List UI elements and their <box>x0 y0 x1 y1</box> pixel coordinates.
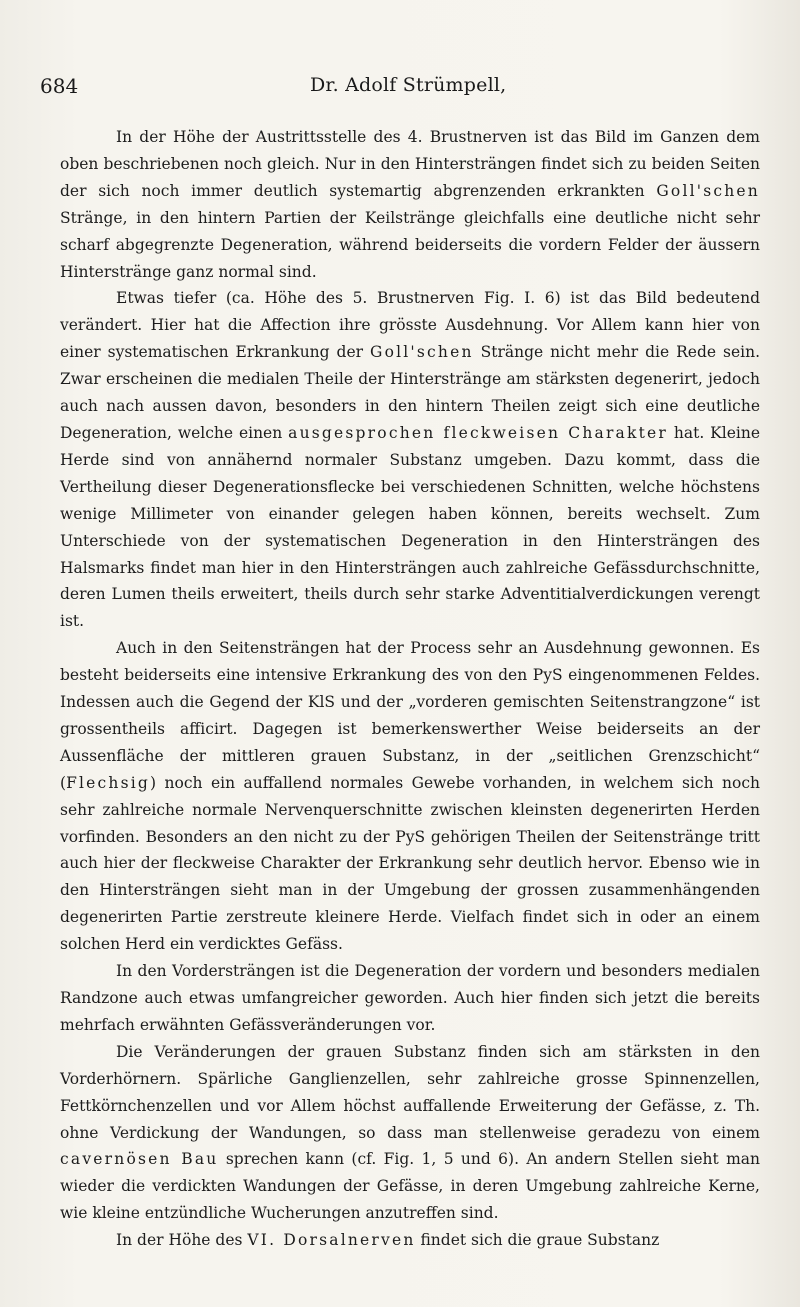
body-text <box>60 124 760 1254</box>
text-span: sprechen kann (cf. Fig. 1, 5 und 6). An andern Stellen sieht man wieder die verdickten Wandungen der Gefässe, in deren Umgebung zahlreiche Kerne, wie kleine entzündliche Wucherungen anzutreffen sind. <box>60 1150 760 1223</box>
text-span: In der Höhe des <box>116 1231 248 1250</box>
paragraph <box>60 635 760 958</box>
page-number: 684 <box>40 74 79 98</box>
text-span: Auch in den Seitensträngen hat der Process sehr an Ausdehnung gewonnen. Es besteht beiderseits eine intensive Erkrankung des von den PyS eingenommenen Feldes. Indessen auch die Gegend der KlS und der „vorderen gemischten Seitenstrangzone“ ist grossentheils afficirt. Dagegen ist bemerkenswerther Weise beiderseits an der Aussenfläche der mittleren grauen Substanz, in der „seitlichen Grenzschicht“ ( <box>60 639 760 792</box>
spaced-emphasis: Flechsig <box>66 773 151 792</box>
text-span: ) noch ein auffallend normales Gewebe vorhanden, in welchem sich noch sehr zahlreiche normale Nervenquerschnitte zwischen kleinsten degenerirten Herden vorfinden. Besonders an den nicht zu der PyS gehörigen Theilen der Seitenstränge tritt auch hier der fleckweise Charakter der Erkrankung sehr deutlich hervor. Ebenso wie in den Hintersträngen sieht man in der Umgebung der grossen zusammenhängenden degenerirten Partie zerstreute kleinere Herde. Vielfach findet sich in oder an einem solchen Herd ein verdicktes Gefäss. <box>60 773 760 954</box>
running-head: Dr. Adolf Strümpell, <box>310 74 507 96</box>
spaced-emphasis: VI. Dorsalnerven <box>247 1231 416 1250</box>
text-span: Stränge nicht mehr die Rede sein. Zwar erscheinen die medialen Theile der Hinterstränge am stärksten degenerirt, jedoch auch nach aussen davon, besonders in den hintern Theilen zeigt sich eine deutliche Degeneration, welche einen <box>60 343 760 442</box>
spaced-emphasis: Goll'schen <box>369 343 474 362</box>
paragraph <box>60 285 760 635</box>
text-span: Die Veränderungen der grauen Substanz finden sich am stärksten in den Vorderhörnern. Spärliche Ganglienzellen, sehr zahlreiche grosse Spinnenzellen, Fettkörnchenzellen und vor Allem höchst auffallende Erweiterung der Gefässe, z. Th. ohne Verdickung der Wandungen, so dass man stellenweise geradezu von einem <box>60 1042 760 1142</box>
spaced-emphasis: Goll'schen <box>656 181 760 200</box>
paragraph <box>60 1039 760 1227</box>
spaced-emphasis: ausgesprochen fleckweisen Charakter <box>288 423 669 442</box>
text-span: Stränge, in den hintern Partien der Keilstränge gleichfalls eine deutliche nicht sehr scharf abgegrenzte Degeneration, während beiderseits die vordern Felder der äussern Hinterstränge ganz normal sind. <box>60 208 760 281</box>
spaced-emphasis: cavernösen Bau <box>60 1150 219 1169</box>
text-span: In den Vordersträngen ist die Degeneration der vordern und besonders medialen Randzone auch etwas umfangreicher geworden. Auch hier finden sich jetzt die bereits mehrfach erwähnten Gefässveränderungen vor. <box>60 962 760 1034</box>
paragraph <box>60 958 760 1039</box>
text-span: findet sich die graue Substanz <box>415 1231 660 1250</box>
text-span: In der Höhe der Austrittsstelle des 4. Brustnerven ist das Bild im Ganzen dem oben beschriebenen noch gleich. Nur in den Hintersträngen findet sich zu beiden Seiten der sich noch immer deutlich systemartig abgrenzenden erkrankten <box>60 128 760 200</box>
paragraph <box>60 124 760 285</box>
page-header <box>40 74 740 104</box>
text-span: hat. Kleine Herde sind von annähernd normaler Substanz umgeben. Dazu kommt, dass die Vertheilung dieser Degenerationsflecke bei verschiedenen Schnitten, welche höchstens wenige Millimeter von einander gelegen haben können, bereits wechselt. Zum Unterschiede von der systematischen Degeneration in den Hintersträngen des Halsmarks findet man hier in den Hintersträngen auch zahlreiche Gefässdurchschnitte, deren Lumen theils erweitert, theils durch sehr starke Adventitialverdickungen verengt ist. <box>60 423 761 631</box>
paragraph <box>60 1227 760 1254</box>
text-span: Etwas tiefer (ca. Höhe des 5. Brustnerven Fig. I. 6) ist das Bild bedeutend verändert. Hier hat die Affection ihre grösste Ausdehnung. Vor Allem kann hier von einer systematischen Erkrankung der <box>60 289 760 362</box>
